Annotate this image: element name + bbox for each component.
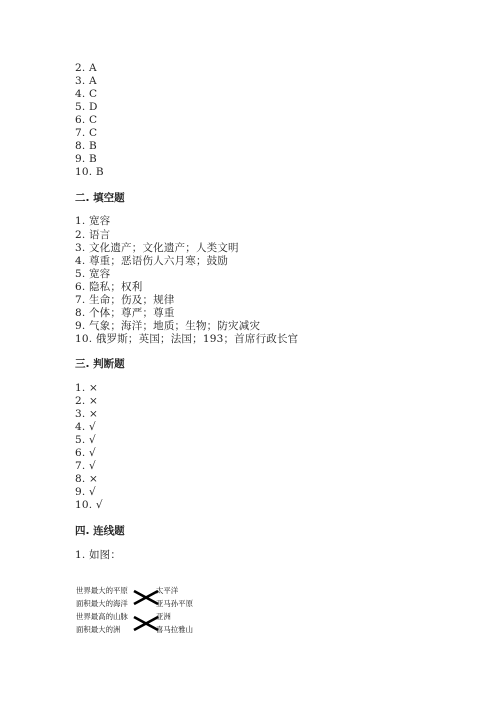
right-label: 太平洋: [156, 586, 179, 595]
fill-in-answer: 4. 尊重；恶语伤人六月寒；鼓励: [75, 255, 229, 267]
true-false-answer: 8. ×: [75, 473, 98, 485]
true-false-answer: 1. ×: [75, 382, 98, 394]
fill-in-answer: 9. 气象；海洋；地质；生物；防灾减灾: [75, 320, 261, 332]
true-false-answer: 5. √: [75, 434, 96, 446]
right-label: 喜马拉雅山: [156, 625, 193, 634]
fill-in-answer: 5. 宽容: [75, 268, 111, 280]
fill-in-answer: 2. 语言: [75, 229, 111, 241]
fill-in-answer: 7. 生命；伤及；规律: [75, 294, 175, 306]
left-label: 面积最大的洲: [76, 625, 121, 634]
section-heading-true-false: 三. 判断题: [75, 358, 125, 370]
fill-in-answer: 8. 个体；尊严；尊重: [75, 307, 175, 319]
fill-in-answer: 6. 隐私；权利: [75, 281, 143, 293]
fill-in-answer: 1. 宽容: [75, 215, 111, 227]
choice-answer: 4. C: [75, 88, 98, 100]
true-false-answer: 7. √: [75, 460, 96, 472]
choice-answer: 7. C: [75, 127, 98, 139]
left-label: 世界最高的山脉: [76, 612, 128, 621]
choice-answer: 5. D: [75, 101, 98, 113]
section-heading-matching: 四. 连线题: [75, 525, 125, 537]
choice-answer: 2. A: [75, 62, 97, 74]
matching-lines: [76, 583, 216, 639]
true-false-answer: 10. √: [75, 499, 103, 511]
left-label: 面积最大的海洋: [76, 599, 128, 608]
choice-answer: 10. B: [75, 166, 104, 178]
left-label: 世界最大的平原: [76, 586, 128, 595]
matching-answer: 1. 如图：: [75, 549, 122, 561]
true-false-answer: 2. ×: [75, 395, 98, 407]
choice-answer: 3. A: [75, 75, 97, 87]
choice-answer: 9. B: [75, 153, 97, 165]
fill-in-answer: 10. 俄罗斯；英国；法国；193；首席行政长官: [75, 333, 299, 345]
right-label: 亚洲: [156, 612, 171, 621]
true-false-answer: 3. ×: [75, 408, 98, 420]
true-false-answer: 4. √: [75, 421, 96, 433]
choice-answer: 8. B: [75, 140, 97, 152]
right-label: 亚马孙平原: [156, 599, 193, 608]
matching-figure: [76, 583, 216, 639]
true-false-answer: 6. √: [75, 447, 96, 459]
fill-in-answer: 3. 文化遗产；文化遗产；人类文明: [75, 242, 239, 254]
true-false-answer: 9. √: [75, 486, 96, 498]
section-heading-fill-in: 二. 填空题: [75, 192, 125, 204]
choice-answer: 6. C: [75, 114, 98, 126]
